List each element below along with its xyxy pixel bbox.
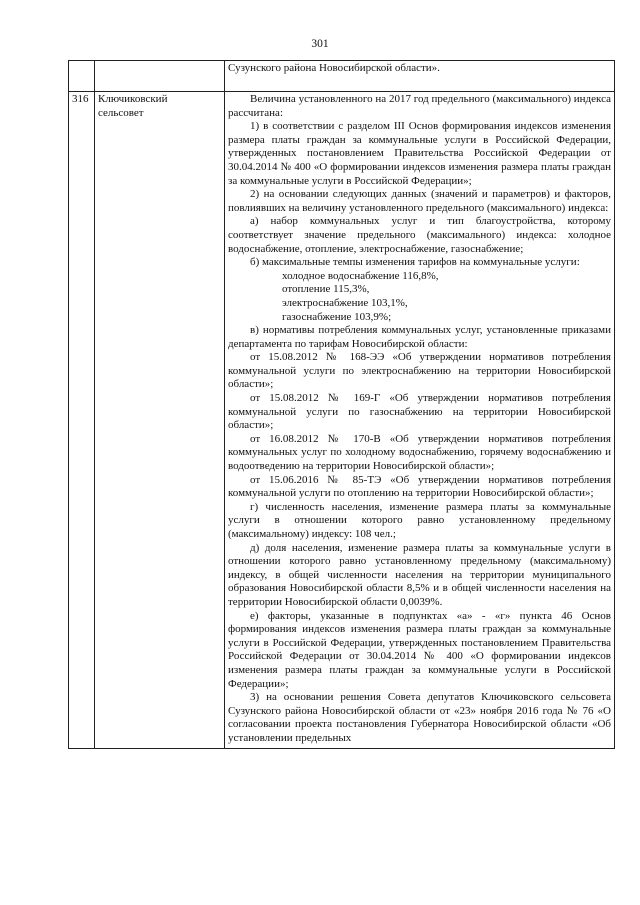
tariff-item: электроснабжение 103,1%, bbox=[282, 296, 408, 309]
paragraph: от 16.08.2012 № 170-В «Об утверждении нормативов потребления коммунальных услуг по холодному водоснабжению, горячему водоснабжению и водоотведению на территории Новосибирской области»; bbox=[228, 432, 611, 473]
paragraph: от 15.08.2012 № 169-Г «Об утверждении нормативов потребления коммунальной услуги по газоснабжению на территории Новосибирской области»; bbox=[228, 392, 611, 432]
table-row-316 bbox=[69, 92, 615, 749]
paragraph: г) численность населения, изменение размера платы за коммунальные услуги в отношении которого равно установленному предельному (максимальному) индексу: 108 чел.; bbox=[228, 500, 611, 540]
page-number: 301 bbox=[311, 38, 329, 50]
tariff-item: отопление 115,3%, bbox=[282, 283, 370, 296]
paragraph: от 15.08.2012 № 168-ЭЭ «Об утверждении нормативов потребления коммунальной услуги по электроснабжению на территории Новосибирской области»; bbox=[228, 351, 611, 391]
paragraph: б) максимальные темпы изменения тарифов на коммунальные услуги: bbox=[250, 256, 580, 269]
paragraph: д) доля населения, изменение размера платы за коммунальные услуги в отношении которого равно установленному предельному (максимальному) индексу, в общей численности населения на территории муниципального образования Новосибирской области 8,5% и в общей численности населения на территории Новосибирской области 0,0039%. bbox=[228, 541, 611, 608]
tariff-item: газоснабжение 103,9%; bbox=[282, 310, 392, 323]
municipality-name-line2: сельсовет bbox=[98, 106, 144, 119]
paragraph: е) факторы, указанные в подпунктах «а» - «г» пункта 46 Основ формирования индексов изменения размера платы граждан за коммунальные услуги в Российской Федерации, утвержденных постановлением Правительства Российской Федерации от 30.04.2014 № 400 «О формировании индексов изменения размера платы граждан за коммунальные услуги в Российской Федерации»; bbox=[228, 609, 611, 690]
paragraph: 1) в соответствии с разделом III Основ формирования индексов изменения размера платы граждан за коммунальные услуги в Российской Федерации, утвержденных постановлением Правительства Российской Федерации от 30.04.2014 № 400 «О формировании индексов изменения размера платы граждан за коммунальные услуги в Российской Федерации»; bbox=[228, 120, 611, 187]
cell-number bbox=[69, 61, 95, 92]
cell-number: 316 bbox=[69, 92, 95, 749]
cell-content bbox=[225, 92, 615, 749]
paragraph: в) нормативы потребления коммунальных услуг, установленные приказами департамента по тарифам Новосибирской области: bbox=[228, 324, 611, 350]
index-table bbox=[68, 60, 615, 749]
paragraph: от 15.06.2016 № 85-ТЭ «Об утверждении нормативов потребления коммунальной услуги по отоплению на территории Новосибирской области»; bbox=[228, 473, 611, 500]
cell-content bbox=[225, 61, 615, 92]
continuation-text: Сузунского района Новосибирской области». bbox=[228, 62, 440, 74]
paragraph: а) набор коммунальных услуг и тип благоустройства, которому соответствует значение предельного (максимального) индекса: холодное водоснабжение, отопление, электроснабжение, газоснабжение; bbox=[228, 215, 611, 255]
cell-municipality bbox=[95, 61, 225, 92]
cell-municipality bbox=[95, 92, 225, 749]
municipality-name-line1: Ключиковский bbox=[98, 93, 168, 105]
table-row-continuation bbox=[69, 61, 615, 92]
paragraph: 3) на основании решения Совета депутатов Ключиковского сельсовета Сузунского района Новосибирской области от «23» ноября 2016 года № 76 «О согласовании проекта постановления Губернатора Новосибирской области «Об установлении предельных bbox=[228, 691, 611, 744]
paragraph-intro: Величина установленного на 2017 год предельного (максимального) индекса рассчитана: bbox=[228, 93, 611, 119]
tariff-item: холодное водоснабжение 116,8%, bbox=[282, 269, 439, 282]
paragraph: 2) на основании следующих данных (значений и параметров) и факторов, повлиявших на величину установленного предельного (максимального) индекса: bbox=[228, 188, 611, 214]
